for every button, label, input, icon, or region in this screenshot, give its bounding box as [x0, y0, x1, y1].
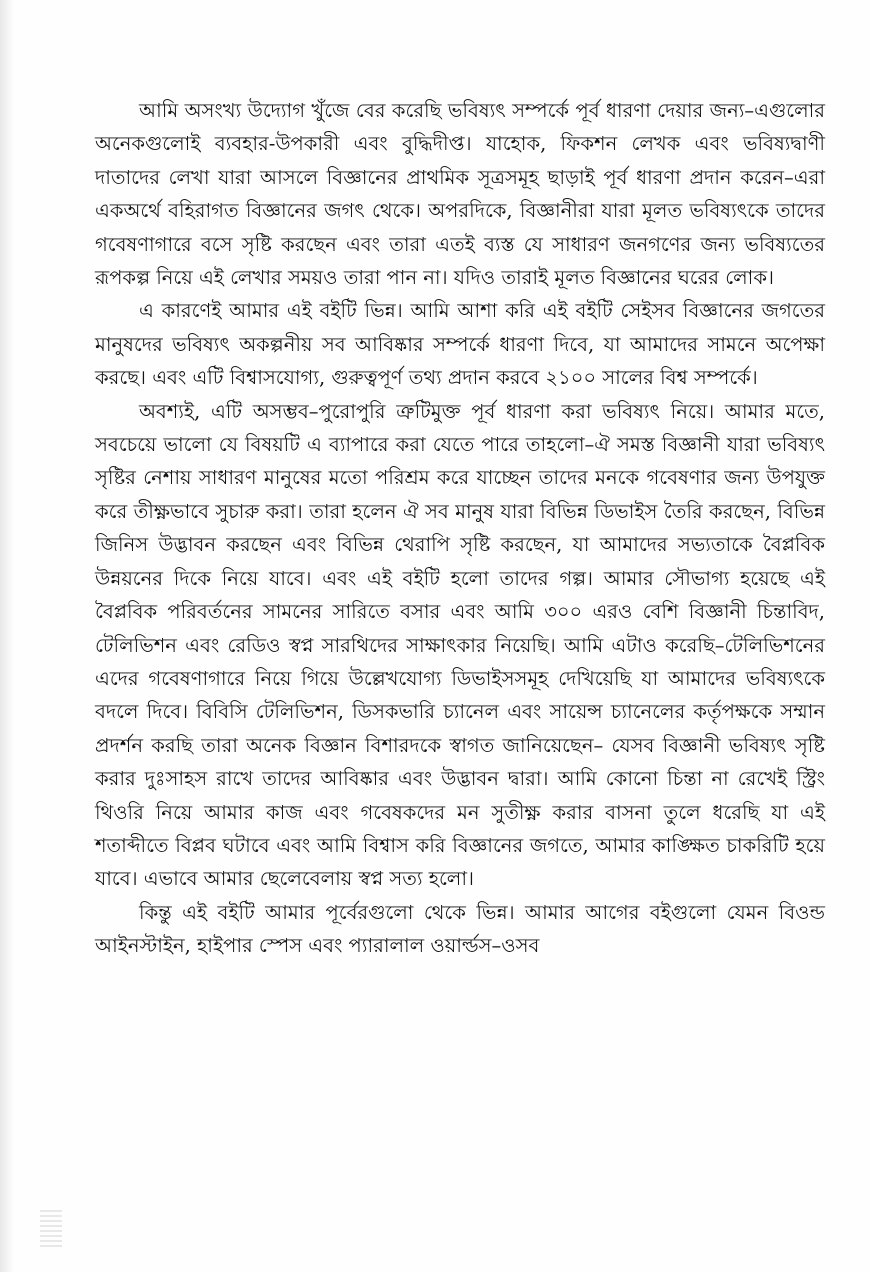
body-text	[95, 94, 825, 963]
paragraph: আমি অসংখ্য উদ্যোগ খুঁজে বের করেছি ভবিষ্যৎ সম্পর্কে পূর্ব ধারণা দেয়ার জন্য–এগুলোর অনেকগুলোই ব্যবহার-উপকারী এবং বুদ্ধিদীপ্ত। যাহোক, ফিকশন লেখক এবং ভবিষ্যদ্বাণী দাতাদের লেখা যারা আসলে বিজ্ঞানের প্রাথমিক সূত্রসমূহ ছাড়াই পূর্ব ধারণা প্রদান করেন–এরা একঅর্থে বহিরাগত বিজ্ঞানের জগৎ থেকে। অপরদিকে, বিজ্ঞানীরা যারা মূলত ভবিষ্যৎকে তাদের গবেষণাগারে বসে সৃষ্টি করছেন এবং তারা এতই ব্যস্ত যে সাধারণ জনগণের জন্য ভবিষ্যতের রূপকল্প নিয়ে এই লেখার সময়ও তারা পান না। যদিও তারাই মূলত বিজ্ঞানের ঘরের লোক।	[95, 99, 825, 290]
paragraph: কিন্তু এই বইটি আমার পূর্বেরগুলো থেকে ভিন্ন। আমার আগের বইগুলো যেমন বিওন্ড আইনস্টাইন, হাইপার স্পেস এবং প্যারালাল ওয়ার্ল্ডস–ওসব	[95, 900, 825, 958]
page-edge-shadow	[0, 0, 14, 1272]
margin-scan-mark	[40, 1210, 62, 1250]
paragraph: অবশ্যই, এটি অসম্ভব–পুরোপুরি ত্রুটিমুক্ত পূর্ব ধারণা করা ভবিষ্যৎ নিয়ে। আমার মতে, সবচেয়ে ভালো যে বিষয়টি এ ব্যাপারে করা যেতে পারে তাহলো–ঐ সমস্ত বিজ্ঞানী যারা ভবিষ্যৎ সৃষ্টির নেশায় সাধারণ মানুষের মতো পরিশ্রম করে যাচ্ছেন তাদের মনকে গবেষণার জন্য উপযুক্ত করে তীক্ষ্ণভাবে সুচারু করা। তারা হলেন ঐ সব মানুষ যারা বিভিন্ন ডিভাইস তৈরি করছেন, বিভিন্ন জিনিস উদ্ভাবন করছেন এবং বিভিন্ন থেরাপি সৃষ্টি করছেন, যা আমাদের সভ্যতাকে বৈপ্লবিক উন্নয়নের দিকে নিয়ে যাবে। এবং এই বইটি হলো তাদের গল্প। আমার সৌভাগ্য হয়েছে এই বৈপ্লবিক পরিবর্তনের সামনের সারিতে বসার এবং আমি ৩০০ এরও বেশি বিজ্ঞানী চিন্তাবিদ, টেলিভিশন এবং রেডিও স্বপ্ন সারথিদের সাক্ষাৎকার নিয়েছি। আমি এটাও করেছি–টেলিভিশনের এদের গবেষণাগারে নিয়ে গিয়ে উল্লেখযোগ্য ডিভাইসসমূহ দেখিয়েছি যা আমাদের ভবিষ্যৎকে বদলে দিবে। বিবিসি টেলিভিশন, ডিসকভারি চ্যানেল এবং সায়েন্স চ্যানেলের কর্তৃপক্ষকে সম্মান প্রদর্শন করছি তারা অনেক বিজ্ঞান বিশারদকে স্বাগত জানিয়েছেন– যেসব বিজ্ঞানী ভবিষ্যৎ সৃষ্টি করার দুঃসাহস রাখে তাদের আবিষ্কার এবং উদ্ভাবন দ্বারা। আমি কোনো চিন্তা না রেখেই স্ট্রিং থিওরি নিয়ে আমার কাজ এবং গবেষকদের মন সুতীক্ষ্ণ করার বাসনা তুলে ধরেছি যা এই শতাব্দীতে বিপ্লব ঘটাবে এবং আমি বিশ্বাস করি বিজ্ঞানের জগতে, আমার কাঙ্ক্ষিত চাকরিটি হয়ে যাবে। এভাবে আমার ছেলেবেলায় স্বপ্ন সত্য হলো।	[95, 399, 825, 891]
paragraph: এ কারণেই আমার এই বইটি ভিন্ন। আমি আশা করি এই বইটি সেইসব বিজ্ঞানের জগতের মানুষদের ভবিষ্যৎ অকল্পনীয় সব আবিষ্কার সম্পর্কে ধারণা দিবে, যা আমাদের সামনে অপেক্ষা করছে। এবং এটি বিশ্বাসযোগ্য, গুরুত্বপূর্ণ তথ্য প্রদান করবে ২১০০ সালের বিশ্ব সম্পর্কে।	[95, 299, 825, 390]
